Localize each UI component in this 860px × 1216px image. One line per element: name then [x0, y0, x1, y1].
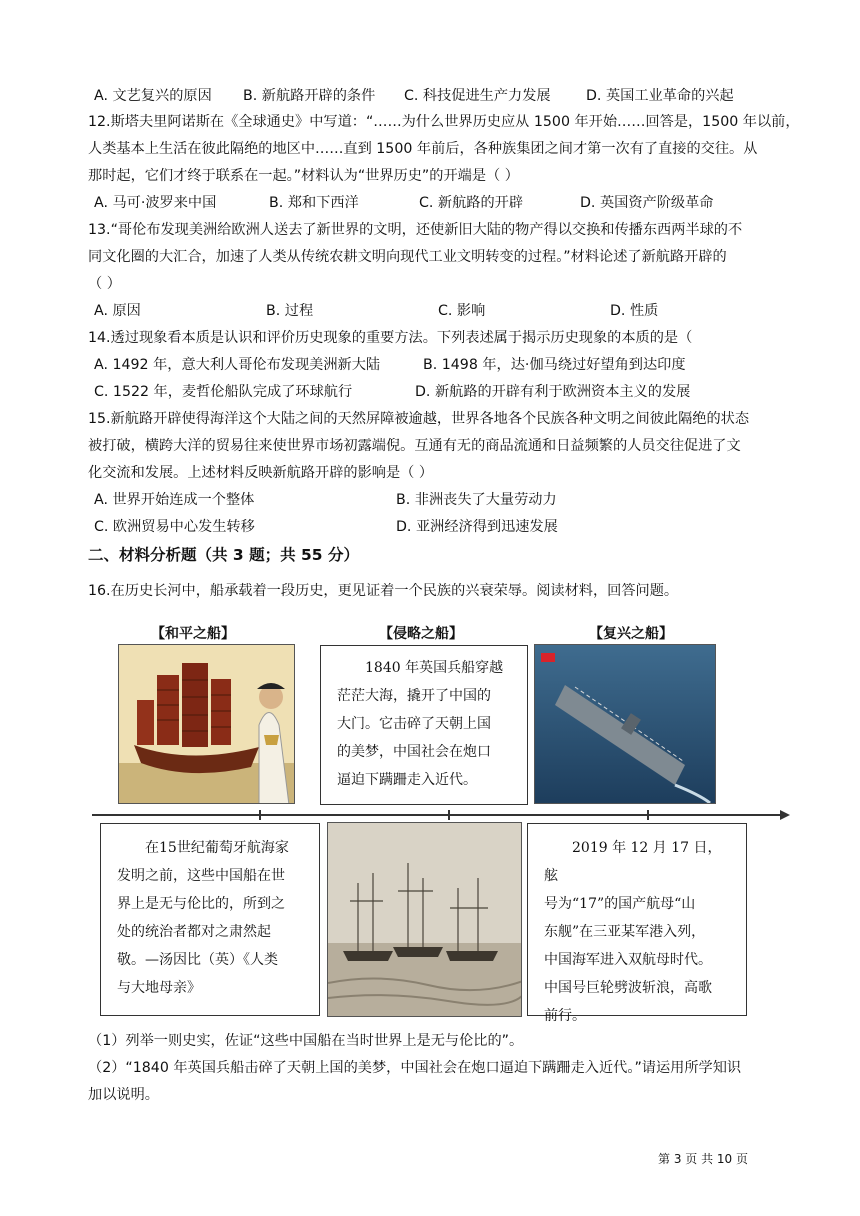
revival-text-line-2: 号为“17”的国产航母“山: [544, 896, 696, 912]
peace-text-line-3: 界上是无与伦比的，所到之: [117, 896, 285, 912]
q15-option-c: C. 欧洲贸易中心发生转移: [94, 519, 255, 535]
peace-text-line-5: 敬。—汤因比（英）《人类: [117, 952, 278, 968]
q16-sub-1: （1）列举一则史实，佐证“这些中国船在当时世界上是无与伦比的”。: [88, 1033, 524, 1049]
q15-line-1: 15.新航路开辟使得海洋这个大陆之间的天然屏障被逾越，世界各地各个民族各种文明之间彼此隔绝的状态: [88, 411, 750, 427]
peace-text-line-1: 在15世纪葡萄牙航海家: [145, 840, 289, 856]
section-heading: 二、材料分析题（共 3 题；共 55 分）: [88, 546, 359, 564]
q12-option-b: B. 郑和下西洋: [269, 195, 359, 211]
q12-line-3: 那时起，它们才终于联系在一起。”材料认为“世界历史”的开端是（ ）: [88, 168, 519, 184]
q16-sub-2-line-1: （2）“1840 年英国兵船击碎了天朝上国的美梦，中国社会在炮口逼迫下蹒跚走入近代。”请运用所学知识: [88, 1060, 742, 1076]
q15-line-3: 化交流和发展。上述材料反映新航路开辟的影响是（ ）: [88, 465, 434, 481]
q14-option-b: B. 1498 年，达·伽马绕过好望角到达印度: [423, 357, 686, 373]
invasion-ship-text-box: [320, 645, 528, 805]
zheng-he-ship-image: [118, 644, 295, 804]
invasion-text-line-5: 逼迫下蹒跚走入近代。: [337, 772, 477, 788]
q12-option-d: D. 英国资产阶级革命: [580, 195, 714, 211]
q13-option-c: C. 影响: [438, 303, 486, 319]
q13-option-a: A. 原因: [94, 303, 141, 319]
revival-text-line-5: 中国号巨轮劈波斩浪，高歌: [544, 980, 712, 996]
page-footer: 第 3 页 共 10 页: [658, 1152, 748, 1166]
q11-option-b: B. 新航路开辟的条件: [243, 88, 376, 104]
q16-sub-2-line-2: 加以说明。: [88, 1087, 159, 1103]
q11-option-d: D. 英国工业革命的兴起: [586, 88, 734, 104]
q16-intro: 16.在历史长河中，船承载着一段历史，更见证着一个民族的兴衰荣辱。阅读材料，回答问题。: [88, 583, 679, 599]
british-warships-image: [327, 822, 522, 1017]
peace-text-line-2: 发明之前，这些中国船在世: [117, 868, 285, 884]
revival-text-line-6: 前行。: [544, 1008, 586, 1024]
invasion-text-line-1: 1840 年英国兵船穿越: [365, 660, 504, 676]
q13-line-3: （ ）: [88, 276, 121, 292]
q13-option-b: B. 过程: [266, 303, 314, 319]
revival-text-line-4: 中国海军进入双航母时代。: [544, 952, 712, 968]
q15-option-a: A. 世界开始连成一个整体: [94, 492, 255, 508]
q13-line-1: 13.“哥伦布发现美洲给欧洲人送去了新世界的文明，还使新旧大陆的物产得以交换和传播东西两半球的不: [88, 222, 743, 238]
revival-text-line-1: 2019 年 12 月 17 日，舷: [544, 840, 722, 884]
timeline-arrow: [92, 808, 792, 822]
q11-option-a: A. 文艺复兴的原因: [94, 88, 212, 104]
q15-option-d: D. 亚洲经济得到迅速发展: [396, 519, 558, 535]
q13-option-d: D. 性质: [610, 303, 659, 319]
peace-ship-text-box: [100, 823, 320, 1016]
aircraft-carrier-image: [534, 644, 716, 804]
invasion-text-line-4: 的美梦，中国社会在炮口: [337, 744, 491, 760]
tag-revival-ship: 【复兴之船】: [589, 626, 673, 642]
peace-text-line-4: 处的统治者都对之肃然起: [117, 924, 271, 940]
q14-option-d: D. 新航路的开辟有利于欧洲资本主义的发展: [415, 384, 691, 400]
q15-line-2: 被打破，横跨大洋的贸易往来使世界市场初露端倪。互通有无的商品流通和日益频繁的人员交往促进了文: [88, 438, 741, 454]
q15-option-b: B. 非洲丧失了大量劳动力: [396, 492, 557, 508]
peace-text-line-6: 与大地母亲》: [117, 980, 201, 996]
revival-text-line-3: 东舰”在三亚某军港入列，: [544, 924, 706, 940]
q14-option-c: C. 1522 年，麦哲伦船队完成了环球航行: [94, 384, 353, 400]
q12-option-a: A. 马可·波罗来中国: [94, 195, 217, 211]
invasion-text-line-3: 大门。它击碎了天朝上国: [337, 716, 491, 732]
q13-line-2: 同文化圈的大汇合，加速了人类从传统农耕文明向现代工业文明转变的过程。”材料论述了新航路开辟的: [88, 249, 727, 265]
tag-peace-ship: 【和平之船】: [151, 626, 235, 642]
q12-line-2: 人类基本上生活在彼此隔绝的地区中……直到 1500 年前后，各种族集团之间才第一次有了直接的交往。从: [88, 141, 758, 157]
q12-option-c: C. 新航路的开辟: [419, 195, 524, 211]
invasion-text-line-2: 茫茫大海，撬开了中国的: [337, 688, 491, 704]
revival-ship-text-box: [527, 823, 747, 1024]
q11-option-c: C. 科技促进生产力发展: [404, 88, 551, 104]
tag-invasion-ship: 【侵略之船】: [379, 626, 463, 642]
q14-line-1: 14.透过现象看本质是认识和评价历史现象的重要方法。下列表述属于揭示历史现象的本质的是（: [88, 330, 693, 346]
q14-option-a: A. 1492 年，意大利人哥伦布发现美洲新大陆: [94, 357, 381, 373]
q12-line-1: 12.斯塔夫里阿诺斯在《全球通史》中写道：“……为什么世界历史应从 1500 年开始……回答是，1500 年以前，: [88, 114, 800, 130]
